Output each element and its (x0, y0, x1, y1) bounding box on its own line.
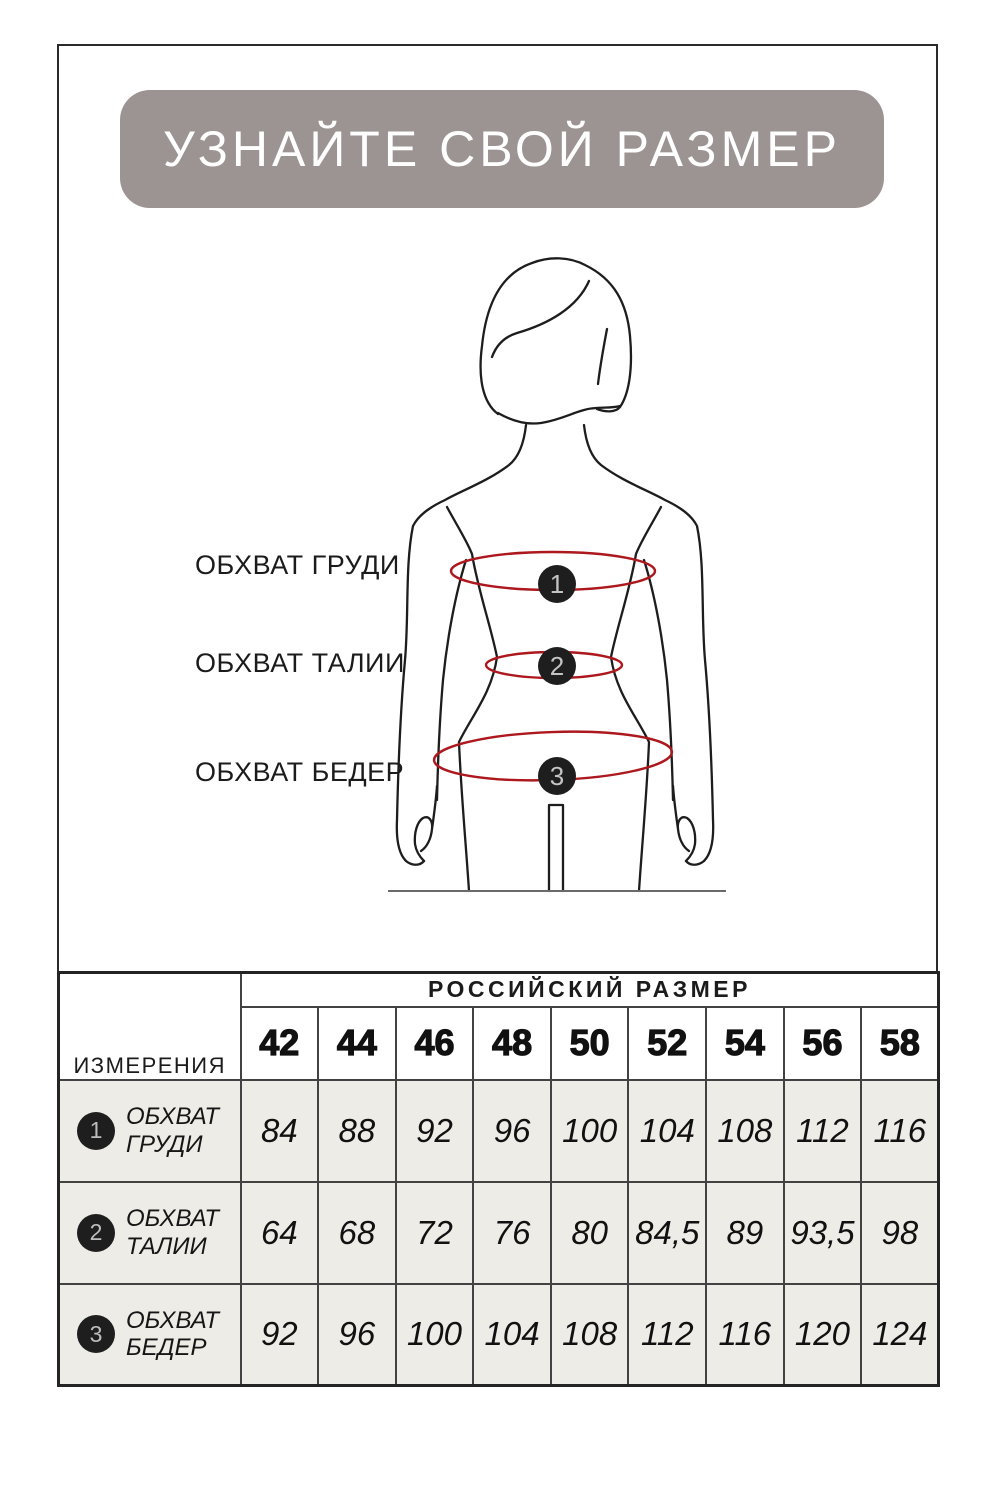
figure-bang (492, 281, 589, 357)
size-header-58: 58 (861, 1007, 939, 1080)
hips-value-54: 116 (706, 1284, 784, 1386)
row-label-waist: ОБХВАТ ТАЛИИ (126, 1204, 219, 1260)
hips-value-48: 104 (473, 1284, 551, 1386)
size-header-46: 46 (396, 1007, 474, 1080)
chest-value-46: 92 (396, 1080, 474, 1182)
hips-value-56: 120 (784, 1284, 862, 1386)
row-badge-1: 1 (77, 1112, 115, 1150)
measurement-label-waist: ОБХВАТ ТАЛИИ (195, 648, 405, 678)
hips-value-44: 96 (318, 1284, 396, 1386)
hips-value-46: 100 (396, 1284, 474, 1386)
marker-2-number: 2 (549, 651, 565, 681)
figure-left-inner-arm (437, 560, 466, 800)
table-row-hips (59, 1284, 939, 1386)
figure-crotch-gap (549, 805, 563, 891)
measurement-label-hips: ОБХВАТ БЕДЕР (195, 757, 405, 787)
waist-value-54: 89 (706, 1182, 784, 1284)
measurement-label-chest: ОБХВАТ ГРУДИ (195, 550, 400, 580)
waist-value-50: 80 (551, 1182, 629, 1284)
chest-value-44: 88 (318, 1080, 396, 1182)
chest-value-50: 100 (551, 1080, 629, 1182)
figure-face-edge (598, 329, 607, 384)
hips-value-42: 92 (241, 1284, 319, 1386)
figure-right-hand (673, 786, 695, 861)
chest-value-58: 116 (861, 1080, 939, 1182)
table-row-chest (59, 1080, 939, 1182)
chest-value-54: 108 (706, 1080, 784, 1182)
marker-3-number: 3 (549, 761, 565, 791)
size-header-54: 54 (706, 1007, 784, 1080)
size-header-56: 56 (784, 1007, 862, 1080)
size-header-42: 42 (241, 1007, 319, 1080)
row-badge-3: 3 (77, 1315, 115, 1353)
chest-value-48: 96 (473, 1080, 551, 1182)
row-badge-2: 2 (77, 1214, 115, 1252)
figure-chin (498, 406, 620, 424)
chest-value-56: 112 (784, 1080, 862, 1182)
size-header-44: 44 (318, 1007, 396, 1080)
measurements-column-header: ИЗМЕРЕНИЯ (59, 973, 241, 1080)
hips-value-52: 112 (628, 1284, 706, 1386)
marker-1 (538, 565, 576, 603)
title-banner (120, 90, 884, 208)
chest-value-52: 104 (628, 1080, 706, 1182)
body-figure-illustration (378, 248, 732, 896)
figure-left-hand (415, 786, 437, 861)
waist-value-46: 72 (396, 1182, 474, 1284)
size-header-52: 52 (628, 1007, 706, 1080)
hips-value-50: 108 (551, 1284, 629, 1386)
size-table (57, 971, 940, 1387)
page-title: УЗНАЙТЕ СВОЙ РАЗМЕР (163, 121, 841, 177)
chest-value-42: 84 (241, 1080, 319, 1182)
figure-right-torso (611, 507, 661, 891)
row-label-hips: ОБХВАТ БЕДЕР (126, 1306, 219, 1362)
table-row-waist (59, 1182, 939, 1284)
figure-hair (481, 258, 631, 414)
figure-right-arm (584, 425, 713, 865)
marker-2 (538, 647, 576, 685)
waist-value-58: 98 (861, 1182, 939, 1284)
row-label-chest: ОБХВАТ ГРУДИ (126, 1102, 219, 1158)
row-header-chest (59, 1080, 241, 1182)
waist-value-42: 64 (241, 1182, 319, 1284)
marker-3 (538, 757, 576, 795)
marker-1-number: 1 (549, 569, 565, 599)
row-header-waist (59, 1182, 241, 1284)
waist-value-56: 93,5 (784, 1182, 862, 1284)
russian-size-group-header: РОССИЙСКИЙ РАЗМЕР (241, 973, 939, 1007)
waist-value-44: 68 (318, 1182, 396, 1284)
waist-value-48: 76 (473, 1182, 551, 1284)
size-header-48: 48 (473, 1007, 551, 1080)
hips-value-58: 124 (861, 1284, 939, 1386)
waist-value-52: 84,5 (628, 1182, 706, 1284)
size-header-50: 50 (551, 1007, 629, 1080)
row-header-hips (59, 1284, 241, 1386)
measurement-markers (538, 565, 576, 795)
